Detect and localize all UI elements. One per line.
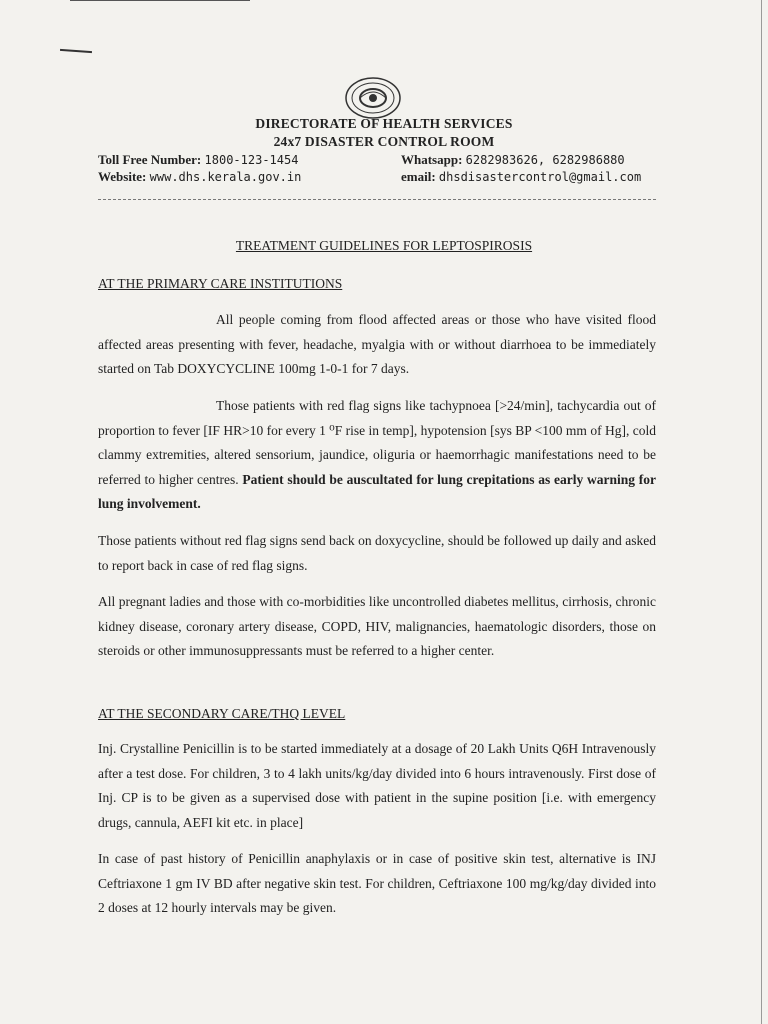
whatsapp-label: Whatsapp: bbox=[401, 152, 463, 167]
scan-artifact-edge bbox=[761, 0, 762, 1024]
email-link[interactable]: dhsdisastercontrol@gmail.com bbox=[438, 170, 642, 184]
toll-free-number: 1800-123-1454 bbox=[204, 153, 299, 167]
website-link[interactable]: www.dhs.kerala.gov.in bbox=[149, 170, 302, 184]
paragraph-text: All people coming from flood affected areas or those who have visited flood affected areas presenting with fever, headache, myalgia with or without diarrhoea to be immediately started on Tab DOXYCYCLINE 100mg 1-0-1 for 7 days. bbox=[98, 312, 656, 376]
paragraph-bold-warning: Patient should be auscultated for lung crepitations as early warning for lung involvement. bbox=[98, 471, 656, 511]
paragraph-red-flag bbox=[98, 394, 656, 517]
email-label: email: bbox=[401, 169, 436, 184]
paragraph-comorbidities: All pregnant ladies and those with co-morbidities like uncontrolled diabetes mellitus, cirrhosis, chronic kidney disease, coronary artery disease, COPD, HIV, malignancies, haematologic disorders, those on steroids or other immunosuppressants must be referred to a higher center. bbox=[98, 594, 656, 658]
section-heading-primary: AT THE PRIMARY CARE INSTITUTIONS bbox=[98, 276, 343, 291]
directorate-title: DIRECTORATE OF HEALTH SERVICES bbox=[255, 116, 513, 131]
email-line bbox=[401, 169, 641, 185]
kerala-govt-emblem-icon bbox=[344, 76, 402, 120]
paragraph-ceftriaxone: In case of past history of Penicillin anaphylaxis or in case of positive skin test, alternative is INJ Ceftriaxone 1 gm IV BD after negative skin test. For children, Ceftriaxone 100 mg/kg/day divided into 2 doses at 12 hourly intervals may be given. bbox=[98, 851, 656, 915]
paragraph-text: Those patients with red flag signs like tachypnoea [>24/min], tachycardia out of proportion to fever [IF HR>10 for every 1 ⁰F rise in temp], hypotension [sys BP <100 mm of Hg], cold clammy extremities, altered sensorium, jaundice, oliguria or haemorrhagic manifestations need to be referred to higher centres. bbox=[98, 398, 656, 487]
website-label: Website: bbox=[98, 169, 147, 184]
toll-free-label: Toll Free Number: bbox=[98, 152, 202, 167]
paragraph-doxycycline bbox=[98, 308, 656, 382]
whatsapp-line bbox=[401, 152, 625, 168]
section-heading-secondary: AT THE SECONDARY CARE/THQ LEVEL bbox=[98, 706, 346, 721]
whatsapp-number: 6282983626, 6282986880 bbox=[465, 153, 625, 167]
control-room-title: 24x7 DISASTER CONTROL ROOM bbox=[273, 134, 495, 149]
toll-free-line bbox=[98, 152, 298, 168]
document-title: TREATMENT GUIDELINES FOR LEPTOSPIROSIS bbox=[235, 238, 533, 253]
paragraph-penicillin: Inj. Crystalline Penicillin is to be started immediately at a dosage of 20 Lakh Units Q6H Intravenously after a test dose. For children, 3 to 4 lakh units/kg/day divided into 6 hours intravenously. First dose of Inj. CP is to be given as a supervised dose with patient in the supine position [i.e. with emergency drugs, cannula, AEFI kit etc. in place] bbox=[98, 741, 656, 830]
header-divider bbox=[98, 199, 658, 200]
paragraph-followup: Those patients without red flag signs send back on doxycycline, should be followed up daily and asked to report back in case of red flag signs. bbox=[98, 533, 656, 573]
scan-artifact-dash bbox=[60, 49, 92, 53]
scan-artifact-line bbox=[70, 0, 250, 1]
website-line bbox=[98, 169, 301, 185]
